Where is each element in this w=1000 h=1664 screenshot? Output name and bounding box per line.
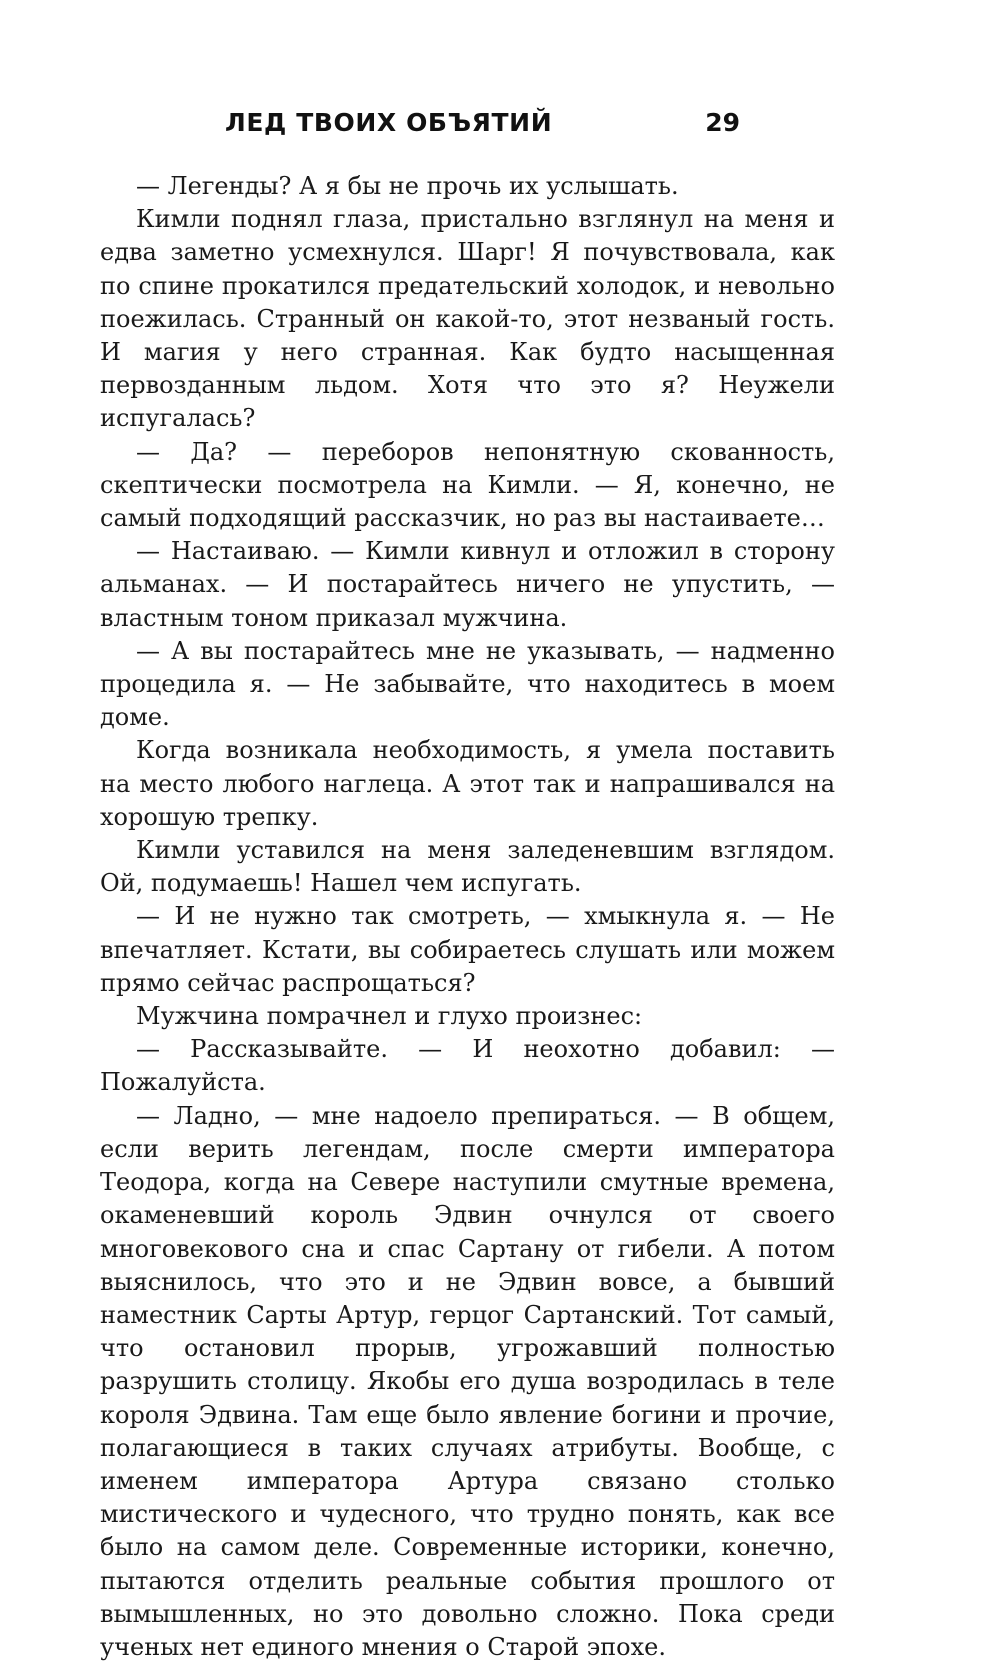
paragraph: Мужчина помрачнел и глухо произнес: (136, 1002, 643, 1031)
paragraph: Кимли уставился на меня заледеневшим взглядом. Ой, подумаешь! Нашел чем испугать. (100, 836, 835, 898)
book-title: ЛЕД ТВОИХ ОБЪЯТИЙ (225, 108, 553, 137)
paragraph: — Рассказывайте. — И неохотно добавил: — Пожалуйста. (100, 1035, 835, 1097)
paragraph: — Ладно, — мне надоело препираться. — В общем, если верить легендам, после смерти императора Теодора, когда на Севере наступили смутные времена, окаменевший король Эдвин очнулся от своего многовекового сна и спас Сартану от гибели. А потом выяснилось, что это и не Эдвин вовсе, а бывший наместник Сарты Артур, герцог Сартанский. Тот самый, что остановил прорыв, угрожавший полностью разрушить столицу. Якобы его душа возродилась в теле короля Эдвина. Там еще было явление богини и прочие, полагающиеся в таких случаях атрибуты. Вообще, с именем императора Артура связано столько мистического и чудесного, что трудно понять, как все было на самом деле. Современные историки, конечно, пытаются отделить реальные события прошлого от вымышленных, но это довольно сложно. Пока среди ученых нет единого мнения о Старой эпохе. (100, 1101, 835, 1661)
body-text (100, 170, 835, 1664)
paragraph: — Легенды? А я бы не прочь их услышать. (136, 172, 679, 200)
paragraph: — И не нужно так смотреть, — хмыкнула я. — Не впечатляет. Кстати, вы собираетесь слушать или можем прямо сейчас распрощаться? (100, 902, 835, 997)
page-number: 29 (705, 108, 740, 137)
paragraph: — А вы постарайтесь мне не указывать, — надменно процедила я. — Не забывайте, что находитесь в моем доме. (100, 636, 835, 732)
paragraph: Когда возникала необходимость, я умела поставить на место любого наглеца. А этот так и напрашивался на хорошую трепку. (100, 736, 835, 831)
paragraph: Кимли поднял глаза, пристально взглянул на меня и едва заметно усмехнулся. Шарг! Я почувствовала, как по спине прокатился предательский холодок, и невольно поежилась. Странный он какой-то, этот незваный гость. И магия у него странная. Как будто насыщенная первозданным льдом. Хотя что это я? Неужели испугалась? (100, 205, 835, 433)
running-head (225, 108, 740, 148)
paragraph: — Да? — переборов непонятную скованность, скептически посмотрела на Кимли. — Я, конечно, не самый подходящий рассказчик, но раз вы настаиваете… (100, 437, 835, 533)
paragraph: — Настаиваю. — Кимли кивнул и отложил в сторону альманах. — И постарайтесь ничего не упустить, — властным тоном приказал мужчина. (100, 537, 835, 632)
